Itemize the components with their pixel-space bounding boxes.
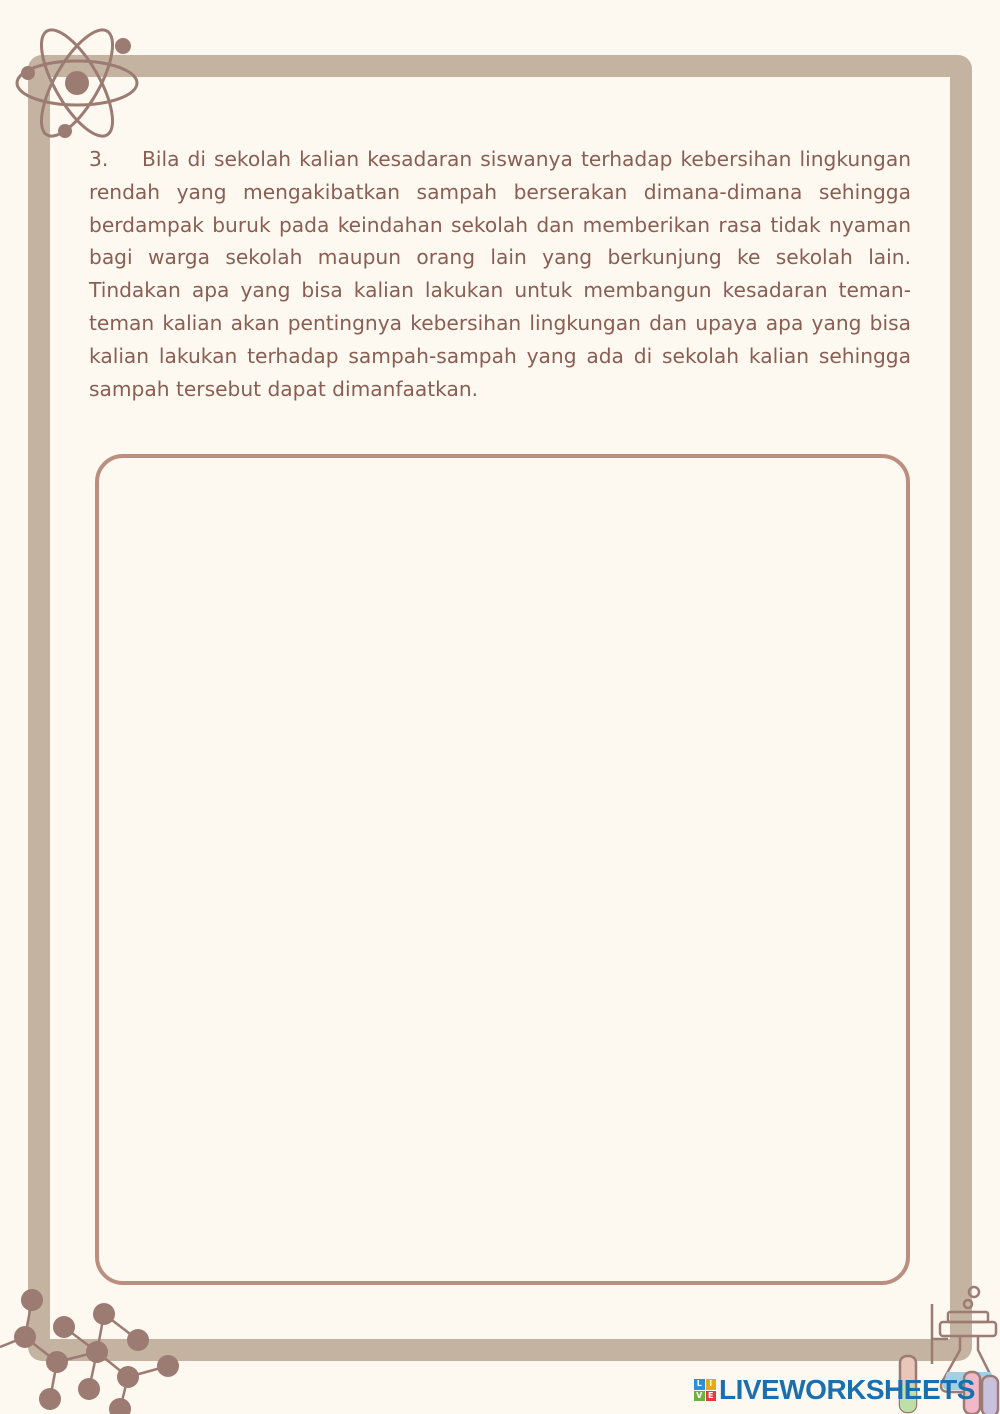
logo-mark-letter: I <box>706 1379 717 1390</box>
molecule-icon <box>0 1284 190 1414</box>
logo-mark-letter: V <box>694 1391 705 1402</box>
question-body: Bila di sekolah kalian kesadaran siswanya terhadap kebersihan lingkungan rendah yang mengakibatkan sampah berserakan dimana-dimana sehingga berdampak buruk pada keindahan sekolah dan memberikan rasa tidak nyaman bagi warga sekolah maupun orang lain yang berkunjung ke sekolah lain. Tindakan apa yang bisa kalian lakukan untuk membangun kesadaran teman-teman kalian akan pentingnya kebersihan lingkungan dan upaya apa yang bisa kalian lakukan terhadap sampah-sampah yang ada di sekolah kalian sehingga sampah tersebut dapat dimanfaatkan. <box>89 147 911 401</box>
atom-icon <box>10 28 145 143</box>
question-number: 3. <box>89 147 109 171</box>
question-text <box>89 143 911 405</box>
logo-mark-letter: E <box>706 1391 717 1402</box>
liveworksheets-logo <box>694 1373 975 1407</box>
logo-text: LIVEWORKSHEETS <box>719 1374 975 1405</box>
logo-mark <box>694 1379 716 1401</box>
answer-box[interactable] <box>95 454 910 1285</box>
logo-mark-letter: L <box>694 1379 705 1390</box>
